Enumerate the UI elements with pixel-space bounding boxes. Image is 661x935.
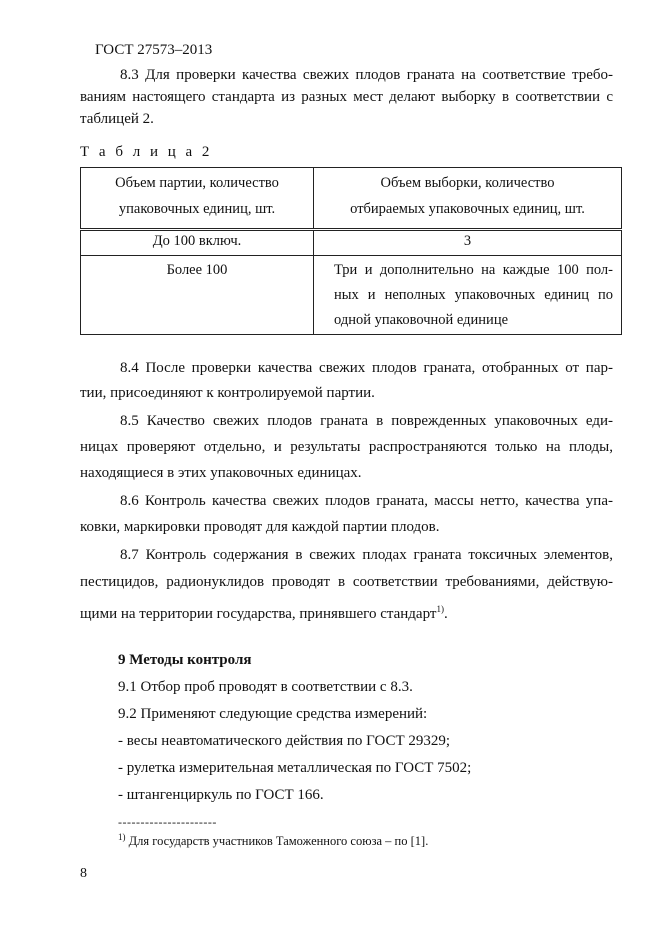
paragraph-8-7 — [80, 542, 613, 628]
paragraph-line: ваниям настоящего стандарта из разных мест делают выборку в соответствии с — [80, 89, 613, 105]
table-cell — [314, 256, 622, 335]
footnote-text: Для государств участников Таможенного союза – по [1]. — [125, 834, 429, 849]
standard-header: ГОСТ 27573–2013 — [95, 42, 213, 58]
table-cell: До 100 включ. — [81, 230, 314, 256]
page-number: 8 — [80, 866, 87, 881]
paragraph-line: тии, присоединяют к контролируемой партии. — [80, 385, 375, 401]
paragraph-line: находящиеся в этих упаковочных единицах. — [80, 465, 362, 481]
paragraph-line — [80, 596, 613, 628]
table-cell: Более 100 — [81, 256, 314, 335]
paragraph-line: ковки, маркировки проводят для каждой партии плодов. — [80, 519, 440, 535]
header-cell-sample — [314, 168, 622, 230]
paragraph-9-1: 9.1 Отбор проб проводят в соответствии с 8.3. — [118, 679, 413, 695]
footnote-separator: ---------------------- — [118, 815, 217, 829]
sampling-table — [80, 167, 622, 335]
table-caption: Т а б л и ц а 2 — [80, 144, 213, 160]
list-item: - рулетка измерительная металлическая по ГОСТ 7502; — [118, 760, 472, 776]
cell-line: ных и неполных упаковочных единиц по — [334, 287, 613, 303]
paragraph-line: 8.3 Для проверки качества свежих плодов граната на соответствие требо- — [120, 67, 613, 83]
section-heading: 9 Методы контроля — [118, 652, 252, 668]
paragraph-8-4 — [80, 356, 613, 406]
paragraph-line: 8.7 Контроль содержания в свежих плодах граната токсичных элементов, — [120, 547, 613, 563]
paragraph-text: щими на территории государства, принявшего стандарт — [80, 606, 437, 622]
footnote — [118, 832, 428, 849]
table-header-row — [81, 168, 622, 230]
header-line: отбираемых упаковочных единиц, шт. — [350, 201, 585, 217]
paragraph-line: 8.5 Качество свежих плодов граната в поврежденных упаковочных еди- — [120, 413, 613, 429]
table-row — [81, 230, 622, 256]
cell-line: одной упаковочной единице — [334, 312, 509, 328]
list-item: - весы неавтоматического действия по ГОСТ 29329; — [118, 733, 451, 749]
paragraph-8-5 — [80, 408, 613, 486]
paragraph-line: 8.6 Контроль качества свежих плодов граната, массы нетто, качества упа- — [120, 493, 613, 509]
paragraph-line: таблицей 2. — [80, 111, 154, 127]
paragraph-line: ницах проверяют отдельно, и результаты распространяются только на плоды, — [80, 439, 613, 455]
header-cell-lot — [81, 168, 314, 230]
paragraph-8-3 — [80, 64, 613, 130]
paragraph-9-2: 9.2 Применяют следующие средства измерений: — [118, 706, 428, 722]
table-row — [81, 256, 622, 335]
cell-line: Три и дополнительно на каждые 100 пол- — [334, 262, 613, 278]
paragraph-end: . — [443, 606, 448, 622]
list-item: - штангенциркуль по ГОСТ 166. — [118, 787, 324, 803]
footnote-reference: 1) — [436, 604, 444, 614]
footnote-marker: 1) — [118, 832, 126, 842]
table-cell: 3 — [314, 230, 622, 256]
paragraph-8-6 — [80, 488, 613, 540]
header-line: Объем выборки, количество — [380, 175, 555, 191]
paragraph-line: 8.4 После проверки качества свежих плодов граната, отобранных от пар- — [120, 360, 613, 376]
header-line: Объем партии, количество — [115, 175, 279, 191]
header-line: упаковочных единиц, шт. — [118, 201, 276, 217]
paragraph-line: пестицидов, радионуклидов проводят в соответствии требованиями, действую- — [80, 574, 613, 590]
